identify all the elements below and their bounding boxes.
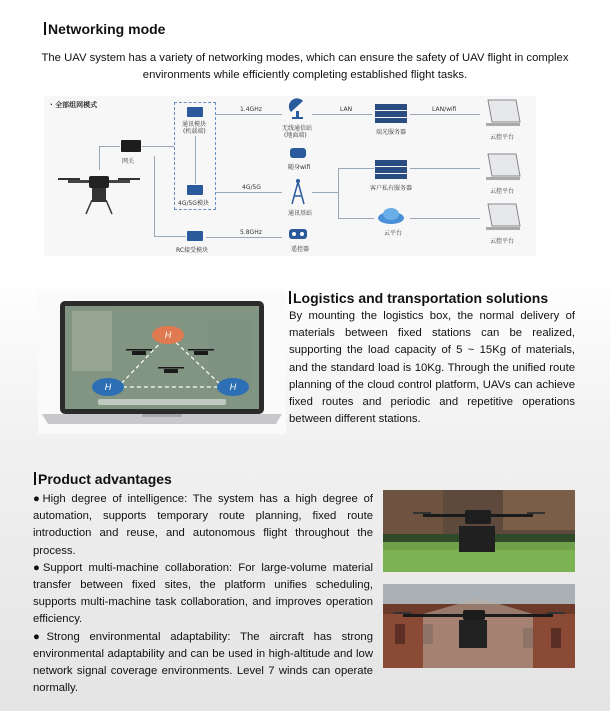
cloud-label: 云平台 [384,230,403,237]
advantages-title: Product advantages [34,471,172,487]
link-14-label: 1.4GHz [240,106,262,113]
link-line-4g5g [216,192,282,193]
cloud-icon [376,206,406,226]
wireless-station-label: 无线通信站 [282,125,313,132]
title-bar-icon [34,472,36,485]
portable-wifi-label: 随身wifi [288,164,311,171]
cloud-platform-label-3: 云控平台 [490,238,515,245]
private-server-icon [374,158,408,180]
map-label-h-2: H [104,382,112,392]
laptop-illustration [38,291,286,434]
laptop-icon-2 [482,152,522,184]
lan-wifi-label: LAN/wifi [432,106,457,113]
link-line-14 [216,114,282,115]
server-2-label: 客户私有服务器 [370,185,413,192]
remote-control-label: 遥控器 [291,246,310,253]
network-diagram [44,96,536,256]
lan-label: LAN [340,106,353,113]
logistics-description: By mounting the logistics box, the normal delivery of materials between fixed stations can be realized, supporting the load capacity of 5 ~ 15Kg of materials, and the standard load is 10Kg. Through the unified route planning of the cloud control platform, UAVs can achieve fixed routes and periodic and repetitive operations between different stations. [289,310,575,426]
rc-module-icon [186,230,204,242]
portable-wifi-icon [289,146,307,160]
laptop-icon-1 [482,98,522,130]
advantage-item: ●High degree of intelligence: The system has a high degree of automation, supports temporary route planning, fixed route introduction and reuse, and autonomous flight throughout the process. [33,493,373,557]
map-label-h-3: H [229,382,237,392]
rc-module-label: RC接受模块 [176,247,209,254]
gateway-label: 网关 [122,158,135,165]
drone-photo-lawn [383,490,575,572]
map-label-h-1: H [164,330,172,340]
remote-control-icon [288,226,308,242]
advantage-item: ●Strong environmental adaptability: The aircraft has strong environmental adaptability and can be used in high-altitude and low network signal coverage environments. Level 7 winds can operate normally. [33,630,373,695]
link-4g5g-label: 4G/5G [242,184,261,191]
laptop-icon-3 [482,202,522,234]
networking-title: Networking mode [44,21,165,37]
wireless-station-sub-label: (地面端) [284,132,307,139]
advantage-item: ●Support multi-machine collaboration: For large-volume material transfer between fixed sites, the platform unifies scheduling, supports multi-machine task collaboration, and improves operation efficiency. [33,561,373,626]
module-4g5g-label: 4G/5G模块 [178,200,209,207]
drone-photo-building [383,584,575,668]
server-icon [374,102,408,124]
cloud-platform-label-2: 云控平台 [490,188,515,195]
link-58-label: 5.8GHz [240,229,262,236]
base-station-label: 通讯基站 [288,210,313,217]
comm-module-icon [186,106,204,118]
advantages-list [33,491,373,697]
gateway-icon [120,138,142,154]
diagram-title: · 全部组网模式 [50,101,98,109]
laptop-map-image [38,291,286,434]
link-line-58 [206,237,282,238]
drone-icon [54,170,144,218]
networking-description: The UAV system has a variety of networking modes, which can ensure the safety of UAV flight in complex environments while efficiently completing established flight tasks. [41,52,569,82]
comm-module-label: 通讯模块 [182,121,207,128]
comm-module-sub-label: (机载端) [183,128,206,135]
logistics-title: Logistics and transportation solutions [289,290,548,306]
cloud-platform-label-1: 云控平台 [490,134,515,141]
satellite-dish-icon [287,98,309,120]
title-bar-icon [289,291,291,304]
base-station-icon [288,176,308,206]
module-4g5g-icon [186,184,204,196]
title-bar-icon [44,22,46,35]
server-1-label: 端光服务器 [376,129,407,136]
